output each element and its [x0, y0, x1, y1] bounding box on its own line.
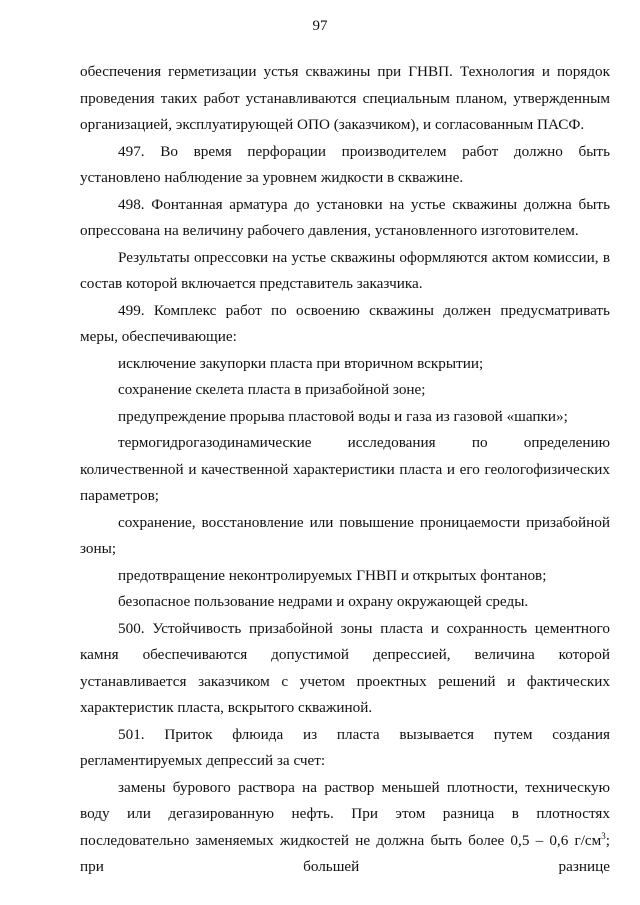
list-item: предотвращение неконтролируемых ГНВП и открытых фонтанов; — [118, 566, 547, 584]
list-item: сохранение, восстановление или повышение проницаемости призабойной зоны; — [80, 513, 610, 557]
paragraph-continuation: обеспечения герметизации устья скважины при ГНВП. Технология и порядок проведения таких работ устанавливаются специальным планом, утвержденным организацией, эксплуатирующей ОПО (заказчиком), и согласованным ПАСФ. — [80, 63, 610, 133]
page-number: 97 — [312, 18, 328, 34]
paragraph-498-results: Результаты опрессовки на устье скважины оформляются актом комиссии, в состав которой включается представитель заказчика. — [80, 248, 610, 292]
document-body — [80, 59, 610, 881]
list-item: термогидрогазодинамические исследования по определению количественной и качественной характеристики пласта и его геологофизических параметров; — [80, 434, 610, 504]
paragraph-498: 498. Фонтанная арматура до установки на устье скважины должна быть опрессована на величину рабочего давления, установленного изготовителем. — [80, 195, 610, 239]
list-item: безопасное пользование недрами и охрану окружающей среды. — [118, 593, 529, 610]
superscript: 3 — [601, 830, 606, 841]
paragraph-tail: ; при большей разнице — [80, 831, 610, 875]
list-item: предупреждение прорыва пластовой воды и газа из газовой «шапки»; — [118, 407, 568, 425]
list-item: сохранение скелета пласта в призабойной зоне; — [118, 381, 426, 398]
paragraph-text: замены бурового раствора на раствор меньшей плотности, техническую воду или дегазированную нефть. При этом разница в плотностях последовательно заменяемых жидкостей не должна быть более 0,5 – 0,6 г/см — [80, 778, 610, 849]
paragraph-501-item — [80, 775, 610, 881]
paragraph-499: 499. Комплекс работ по освоению скважины должен предусматривать меры, обеспечивающие: — [80, 301, 610, 345]
list-item: исключение закупорки пласта при вторичном вскрытии; — [118, 354, 484, 372]
paragraph-500: 500. Устойчивость призабойной зоны пласта и сохранность цементного камня обеспечиваются допустимой депрессией, величина которой устанавливается заказчиком с учетом проектных решений и фактических характеристик пласта, вскрытого скважиной. — [80, 619, 610, 716]
paragraph-501: 501. Приток флюида из пласта вызывается путем создания регламентируемых депрессий за счет: — [80, 725, 610, 769]
paragraph-497: 497. Во время перфорации производителем работ должно быть установлено наблюдение за уровнем жидкости в скважине. — [80, 142, 610, 186]
